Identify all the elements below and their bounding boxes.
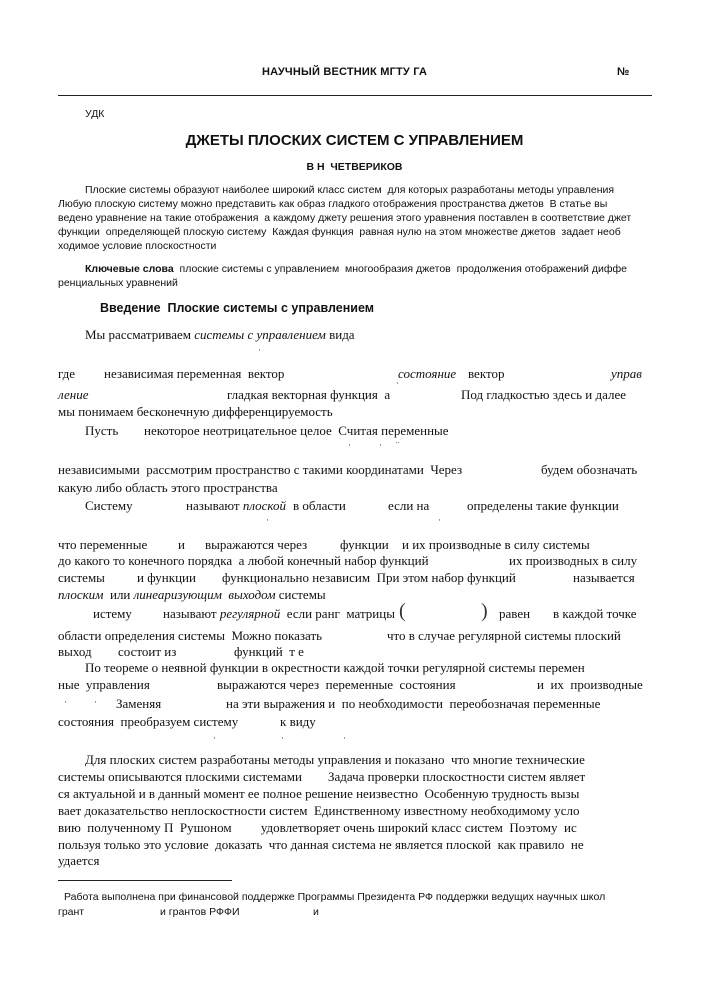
body-text: и их производные в силу системы bbox=[402, 537, 590, 552]
body-italic: состояние bbox=[398, 366, 457, 381]
body-text: вектор bbox=[468, 366, 505, 381]
article-author: В Н ЧЕТВЕРИКОВ bbox=[306, 161, 403, 173]
formula-dot: · bbox=[343, 733, 346, 743]
footnote-rule bbox=[58, 880, 232, 881]
formula-dot: · bbox=[64, 697, 67, 707]
body-line: ся актуальной и в данный момент ее полное решение неизвестно Особенную трудность вызы bbox=[58, 786, 580, 801]
body-text: будем обозначать bbox=[541, 462, 638, 477]
formula-dot: ` bbox=[396, 381, 399, 391]
body-text: на эти выражения и по необходимости переобозначая переменные bbox=[226, 696, 601, 711]
body-text: равен bbox=[499, 606, 531, 621]
body-text: независимая переменная вектор bbox=[104, 366, 285, 381]
body-italic: ление bbox=[58, 387, 89, 402]
formula-dot: · bbox=[348, 440, 351, 450]
body-text: в каждой точке bbox=[553, 606, 637, 621]
body-text: называется bbox=[573, 570, 635, 585]
footnote-text: и грантов РФФИ bbox=[160, 906, 240, 918]
abstract-line: функции определяющей плоскую систему Каждая функция равная нулю на этом множестве джетов задает необ bbox=[58, 226, 621, 238]
body-text: состояния преобразуем систему bbox=[58, 714, 239, 729]
body-italic: управ bbox=[611, 366, 642, 381]
footnote-text: грант bbox=[58, 906, 85, 918]
formula-dot: · bbox=[94, 697, 97, 707]
footnote-line: Работа выполнена при финансовой поддержке Программы Президента РФ поддержки ведущих научных школ bbox=[64, 891, 606, 903]
body-text: выражаются через переменные состояния bbox=[217, 677, 456, 692]
body-line: плоским или линеаризующим выходом системы bbox=[58, 587, 326, 602]
formula-dot: · bbox=[266, 515, 269, 525]
body-text: выход bbox=[58, 644, 92, 659]
body-text: Систему bbox=[85, 498, 133, 513]
body-text: гладкая векторная функция а bbox=[227, 387, 391, 402]
body-text: истему bbox=[93, 606, 132, 621]
abstract-line: Плоские системы образуют наиболее широкий класс систем для которых разработаны методы управления bbox=[85, 184, 615, 196]
body-text: к виду bbox=[280, 714, 316, 729]
formula-dot: · bbox=[438, 515, 441, 525]
body-text: функций т е bbox=[234, 644, 304, 659]
body-line: пользуя только это условие доказать что данная система не является плоской как правило не bbox=[58, 837, 584, 852]
body-text: если на bbox=[388, 498, 430, 513]
body-text: в области bbox=[293, 498, 346, 513]
body-line: По теореме о неявной функции в окрестности каждой точки регулярной системы перемен bbox=[85, 660, 585, 675]
body-line: где bbox=[58, 366, 76, 381]
body-text: и их производные bbox=[537, 677, 643, 692]
matrix-right-paren: ) bbox=[481, 600, 488, 622]
body-text: называют плоской bbox=[186, 498, 286, 513]
body-line: удается bbox=[58, 853, 100, 868]
formula-dot: · bbox=[379, 440, 382, 450]
body-text: что переменные bbox=[58, 537, 148, 552]
formula-dot: · bbox=[213, 733, 216, 743]
abstract-line: ведено уравнение на такие отображения а каждому джету решения этого уравнения поставлен в соответствие джет bbox=[58, 212, 632, 224]
body-text: Пусть bbox=[85, 423, 119, 438]
keywords-label: Ключевые слова bbox=[85, 263, 174, 275]
section-heading: Введение Плоские системы с управлением bbox=[100, 301, 374, 315]
formula-dot: · bbox=[258, 345, 261, 355]
abstract-line: ходимое условие плоскостности bbox=[58, 240, 217, 252]
body-text: ные управления bbox=[58, 677, 150, 692]
body-text: функционально независим При этом набор функций bbox=[222, 570, 516, 585]
body-line: какую либо область этого пространства bbox=[58, 480, 278, 495]
formula-dot: ¨ bbox=[396, 440, 399, 450]
body-text: называют регулярной если ранг матрицы bbox=[163, 606, 395, 621]
body-line: Для плоских систем разработаны методы управления и показано что многие технические bbox=[85, 752, 585, 767]
footnote-text: и bbox=[313, 906, 319, 918]
body-line: Мы рассматриваем системы с управлением вида bbox=[85, 327, 355, 342]
body-text: состоит из bbox=[118, 644, 177, 659]
article-title: ДЖЕТЫ ПЛОСКИХ СИСТЕМ С УПРАВЛЕНИЕМ bbox=[185, 132, 524, 149]
body-text: системы bbox=[58, 570, 105, 585]
body-text: что в случае регулярной системы плоский bbox=[387, 628, 621, 643]
body-text: независимыми рассмотрим пространство с такими координатами Через bbox=[58, 462, 463, 477]
body-text: выражаются через bbox=[205, 537, 308, 552]
body-line: вию полученному П Рушоном удовлетворяет очень широкий класс систем Поэтому ис bbox=[58, 820, 577, 835]
body-line: мы понимаем бесконечную дифференцируемость bbox=[58, 404, 333, 419]
abstract-line: Любую плоскую систему можно представить как образ гладкого отображения пространства джетов В статье вы bbox=[58, 198, 608, 210]
body-text: функции bbox=[340, 537, 389, 552]
body-text: Под гладкостью здесь и далее bbox=[461, 387, 627, 402]
body-line: вает доказательство неплоскостности систем Единственному известному необходимому усло bbox=[58, 803, 580, 818]
body-text: их производных в силу bbox=[509, 553, 638, 568]
body-text: до какого то конечного порядка а любой конечный набор функций bbox=[58, 553, 429, 568]
body-text: определены такие функции bbox=[467, 498, 619, 513]
header-rule bbox=[58, 95, 652, 96]
body-text: Заменяя bbox=[116, 696, 162, 711]
body-line: системы описываются плоскими системами Задача проверки плоскостности систем являет bbox=[58, 769, 586, 784]
keywords-text: плоские системы с управлением многообразия джетов продолжения отображений диффе bbox=[173, 263, 627, 275]
issue-number-sign: № bbox=[617, 66, 630, 78]
body-text: и функции bbox=[137, 570, 196, 585]
body-text: некоторое неотрицательное целое Считая переменные bbox=[144, 423, 449, 438]
body-text: области определения системы Можно показать bbox=[58, 628, 323, 643]
matrix-left-paren: ( bbox=[399, 600, 406, 622]
body-text: и bbox=[178, 537, 185, 552]
keywords-line-2: ренциальных уравнений bbox=[58, 277, 178, 289]
journal-header: НАУЧНЫЙ ВЕСТНИК МГТУ ГА bbox=[262, 66, 428, 78]
formula-dot: · bbox=[281, 733, 284, 743]
keywords-line bbox=[85, 263, 627, 275]
udk-label: УДК bbox=[85, 108, 105, 120]
